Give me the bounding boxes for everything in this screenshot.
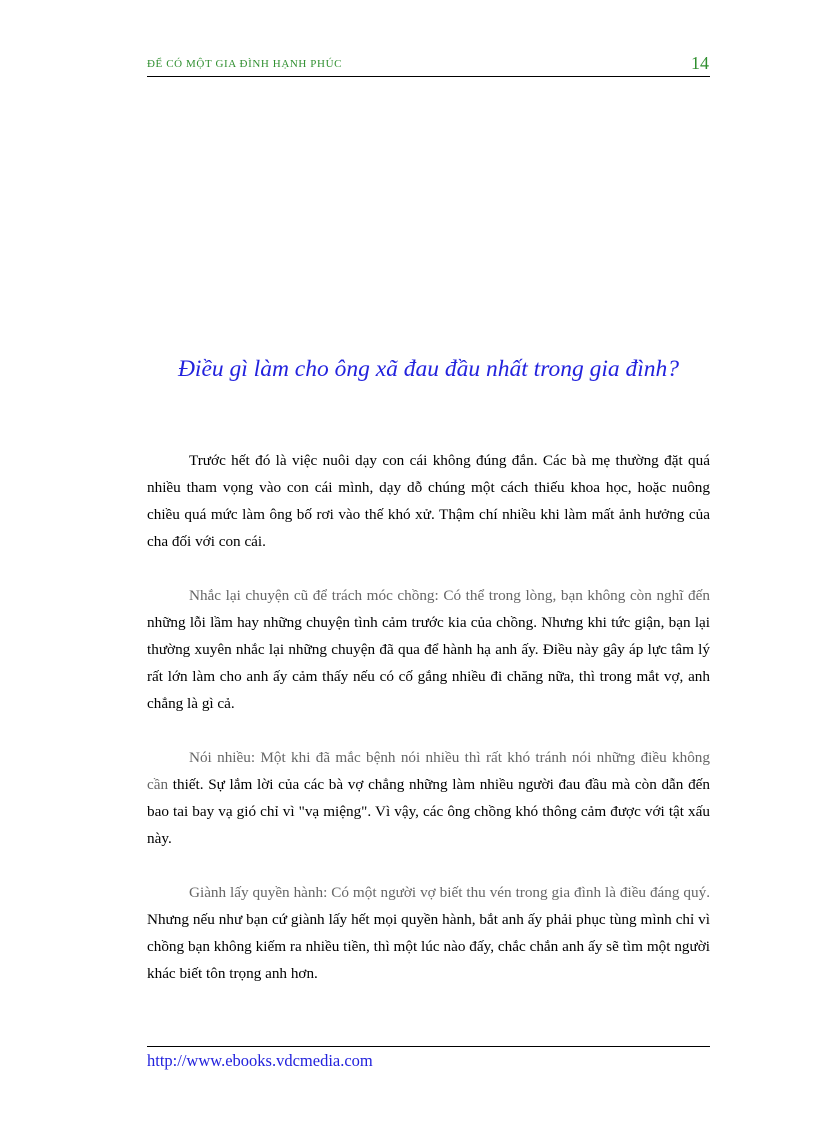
paragraph-3 <box>147 744 710 852</box>
footer-divider <box>147 1046 710 1047</box>
paragraph-text: những lỗi lầm hay những chuyện tình cảm trước kia của chồng. Nhưng khi tức giận, bạn lại thường xuyên nhắc lại những chuyện đã qua để hành hạ anh ấy. Điều này gây áp lực tâm lý rất lớn làm cho anh ấy cảm thấy nếu có cố gắng nhiều đi chăng nữa, thì trong mắt vợ, anh chẳng là gì cả. <box>147 614 710 712</box>
page-number: 14 <box>691 53 709 73</box>
footer-link[interactable]: http://www.ebooks.vdcmedia.com <box>147 1051 373 1070</box>
book-title: ĐỂ CÓ MỘT GIA ĐÌNH HẠNH PHÚC <box>147 58 343 70</box>
body-text <box>147 447 710 1014</box>
paragraph-text: thiết. Sự lắm lời của các bà vợ chẳng những làm nhiều người đau đầu mà còn dẫn đến bao tai bay vạ gió chỉ vì "vạ miệng". Vì vậy, các ông chồng khó thông cảm được với tật xấu này. <box>147 776 710 847</box>
paragraph-lead: Nhắc lại chuyện cũ để trách móc chồng: Có thể trong lòng, bạn không còn nghĩ đến <box>189 587 710 604</box>
paragraph-4 <box>147 879 710 987</box>
paragraph-text: Trước hết đó là việc nuôi dạy con cái không đúng đắn. Các bà mẹ thường đặt quá nhiều tham vọng vào con cái mình, dạy dỗ chúng một cách thiếu khoa học, hoặc nuông chiều quá mức làm ông bố rơi vào thế khó xử. Thậm chí nhiều khi làm mất ảnh hưởng của cha đối với con cái. <box>147 452 710 550</box>
section-heading: Điều gì làm cho ông xã đau đầu nhất trong gia đình? <box>177 356 680 382</box>
page-header <box>147 52 710 77</box>
paragraph-text: Nhưng nếu như bạn cứ giành lấy hết mọi quyền hành, bắt anh ấy phải phục tùng mình chỉ vì chồng bạn không kiếm ra nhiều tiền, thì một lúc nào đấy, chắc chắn anh ấy sẽ tìm một người khác biết tôn trọng anh hơn. <box>147 911 710 982</box>
paragraph-lead: Giành lấy quyền hành: Có một người vợ biết thu vén trong gia đình là điều đáng quý. <box>189 884 710 901</box>
paragraph-lead: Nói nhiều: Một khi đã mắc bệnh nói nhiều thì rất khó tránh nói những điều không cần <box>147 749 710 793</box>
paragraph-1 <box>147 447 710 555</box>
paragraph-2 <box>147 582 710 717</box>
